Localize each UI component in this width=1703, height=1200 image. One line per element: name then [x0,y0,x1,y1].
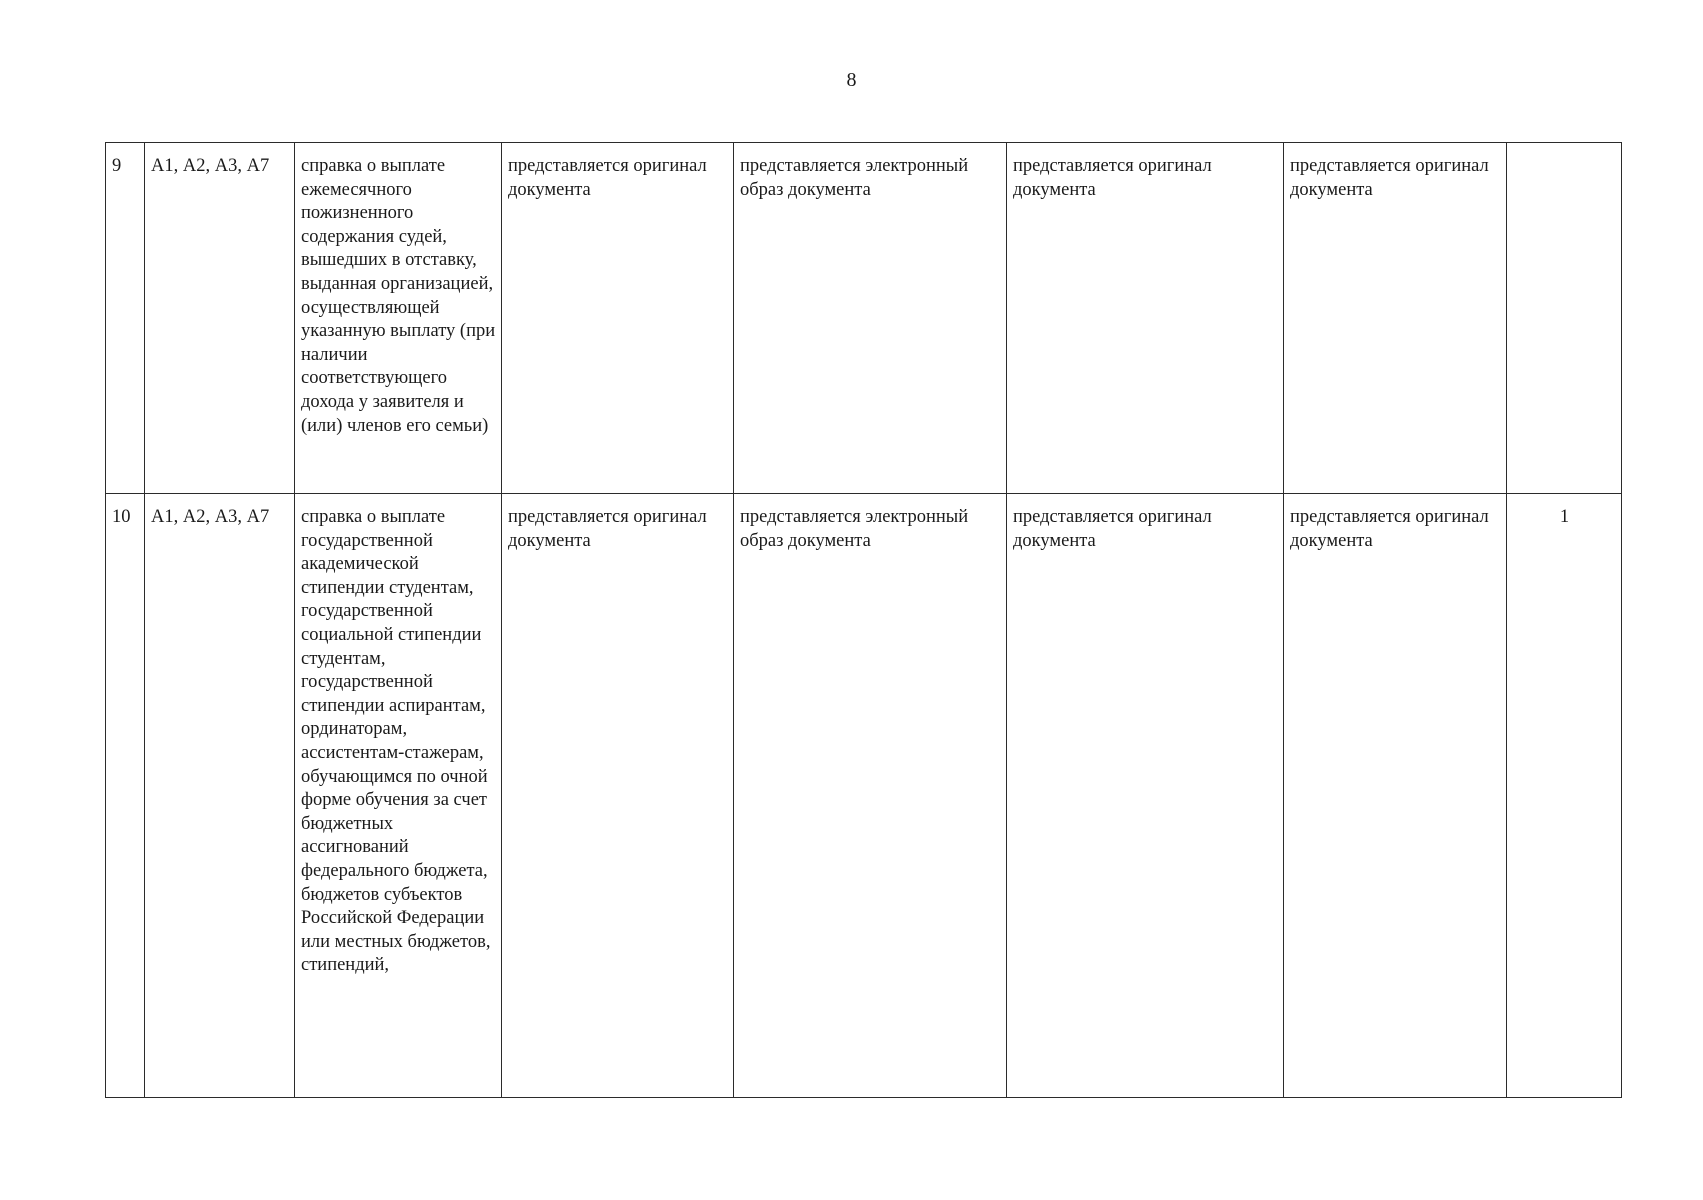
submission-method-cell [502,494,734,1098]
submission-method: представляется оригинал документа [508,156,707,200]
row-number: 10 [112,507,131,527]
table-row [106,143,1622,494]
category-codes: А1, А2, А3, А7 [151,507,270,527]
row-number: 9 [112,156,122,176]
submission-method-cell [1007,494,1284,1098]
documents-table [105,142,1622,1098]
category-codes-cell [145,494,295,1098]
document-name: справка о выплате государственной академической стипендии студентам, государственной социальной стипендии студентам, государственной стипендии аспирантам, ординаторам, ассистентам-стажерам, обучающимся по очной форме обучения за счет бюджетных ассигнований федерального бюджета, бюджетов субъектов Российской Федерации или местных бюджетов, стипендий, [301,507,491,976]
count-cell [1507,494,1622,1098]
submission-method-cell [502,143,734,494]
row-number-cell [106,494,145,1098]
document-name: справка о выплате ежемесячного пожизненного содержания судей, вышедших в отставку, выданная организацией, осуществляющей указанную выплату (при наличии соответствующего дохода у заявителя и (или) членов его семьи) [301,156,496,436]
submission-method: представляется оригинал документа [508,507,707,551]
document-name-cell [295,143,502,494]
submission-method-cell [1284,143,1507,494]
submission-method-cell [1007,143,1284,494]
category-codes: А1, А2, А3, А7 [151,156,270,176]
submission-method-cell [734,494,1007,1098]
submission-method-cell [734,143,1007,494]
category-codes-cell [145,143,295,494]
submission-method-cell [1284,494,1507,1098]
row-number-cell [106,143,145,494]
submission-method: представляется электронный образ документа [740,156,969,200]
table-row [106,494,1622,1098]
submission-method: представляется оригинал документа [1290,507,1489,551]
count-cell [1507,143,1622,494]
submission-method: представляется электронный образ документа [740,507,969,551]
submission-method: представляется оригинал документа [1013,156,1212,200]
count-value: 1 [1559,507,1570,527]
document-name-cell [295,494,502,1098]
submission-method: представляется оригинал документа [1013,507,1212,551]
page-number: 8 [846,69,857,91]
submission-method: представляется оригинал документа [1290,156,1489,200]
